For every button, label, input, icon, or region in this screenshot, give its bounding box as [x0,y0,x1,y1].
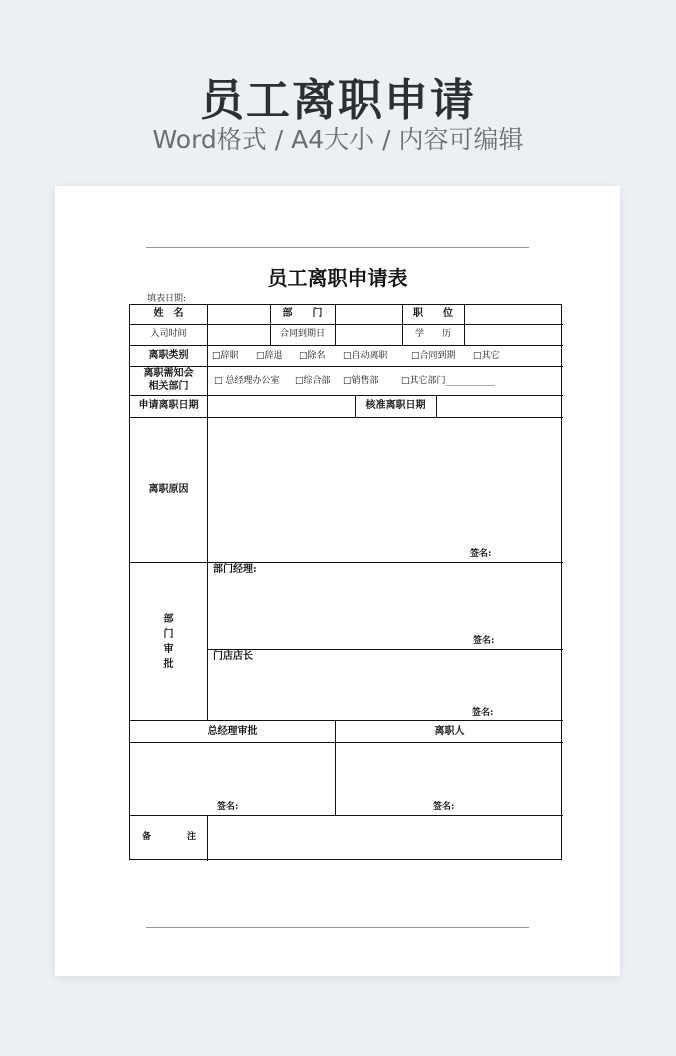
education-field[interactable] [465,325,561,345]
apply-date-field[interactable] [208,396,355,417]
gm-approval-label: 总经理审批 [207,726,258,737]
category-option-voluntary[interactable]: □自动离职 [343,351,388,361]
contract-end-label: 合同到期日 [279,329,325,339]
store-manager-sign: 签名: [472,708,494,718]
notify-option-other-dept[interactable]: □其它部门___________ [401,376,496,386]
reason-label: 离职原因 [148,484,189,495]
position-label: 职 位 [413,308,453,319]
contract-end-field[interactable] [336,325,402,345]
form-line [207,649,563,650]
notify-option-sales-dept[interactable]: □销售部 [343,376,379,386]
form-line [130,345,563,346]
store-manager-comment-field[interactable] [208,666,561,706]
category-option-other[interactable]: □其它 [473,351,500,361]
name-field[interactable] [208,306,270,324]
fill-date-label: 填表日期: [147,294,187,304]
dept-approval-char: 批 [163,659,174,670]
category-label: 离职类别 [148,350,189,361]
remarks-field[interactable] [208,816,561,859]
dept-approval-char: 审 [163,644,174,655]
notify-label-line2: 相关部门 [148,381,189,392]
category-option-resign[interactable]: □辞职 [212,351,239,361]
gm-sign: 签名: [217,802,239,812]
hero-title: 员工离职申请 [200,75,476,126]
notify-label-line1: 离职需知会 [143,368,194,379]
hire-date-label: 入司时间 [150,329,187,339]
top-rule [146,247,529,248]
manager-sign: 签名: [473,636,495,646]
hero-subtitle: Word格式 / A4大小 / 内容可编辑 [152,125,524,154]
notify-option-gm-office[interactable]: □ 总经理办公室 [214,376,280,386]
approved-date-field[interactable] [437,396,561,417]
form-line [130,720,563,721]
application-form [129,304,562,860]
manager-comment-field[interactable] [208,579,561,634]
manager-label: 部门经理: [213,564,257,575]
dept-approval-char: 门 [163,629,174,640]
store-manager-label: 门店店长 [213,651,253,662]
leaver-sign: 签名: [433,802,455,812]
leaver-label: 离职人 [434,726,465,737]
category-option-expelled[interactable]: □除名 [299,351,326,361]
apply-date-label: 申请离职日期 [138,400,199,411]
hire-date-field[interactable] [208,325,270,345]
gm-approval-field[interactable] [131,743,334,799]
bottom-rule [146,927,529,928]
remarks-label-left: 备 [142,832,152,842]
notify-option-general-dept[interactable]: □综合部 [295,376,331,386]
education-label: 学 历 [414,329,451,339]
document-title: 员工离职申请表 [267,266,408,290]
position-field[interactable] [465,306,561,324]
form-line [130,366,563,367]
reason-field[interactable] [208,418,561,548]
dept-approval-char: 部 [163,614,174,625]
category-option-dismissed[interactable]: □辞退 [256,351,283,361]
leaver-field[interactable] [336,743,561,799]
category-option-contract-expiry[interactable]: □合同到期 [411,351,456,361]
name-label: 姓 名 [153,308,184,319]
reason-sign: 签名: [470,549,492,559]
form-line [130,562,563,563]
remarks-label-right: 注 [187,832,197,842]
department-label: 部 门 [282,308,323,319]
approved-date-label: 核准离职日期 [365,400,426,411]
department-field[interactable] [336,306,402,324]
